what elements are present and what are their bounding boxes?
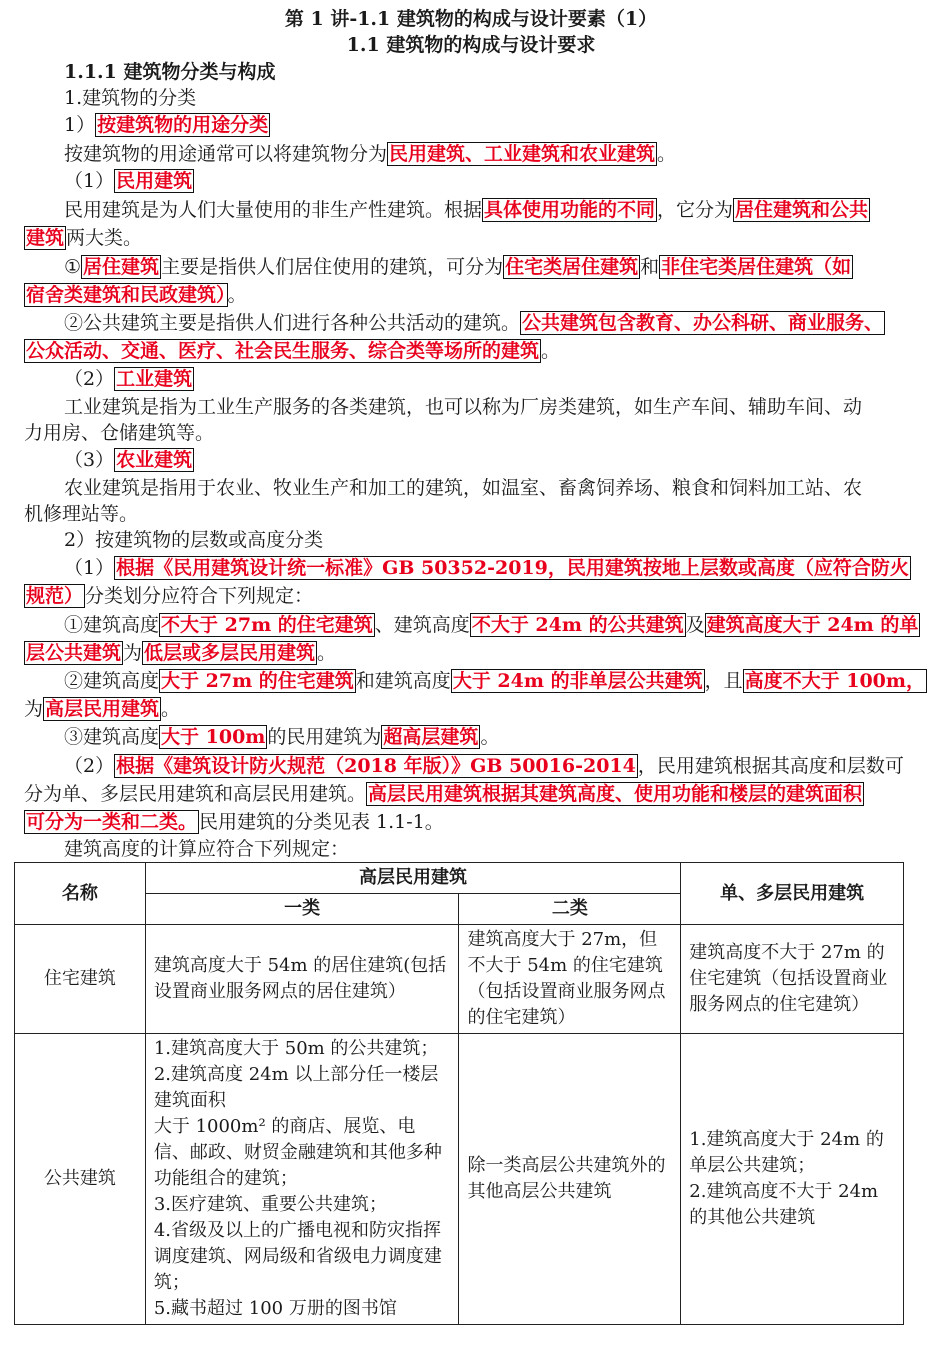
highlight: 高度不大于 100m， <box>744 670 925 692</box>
row-label-public: 公共建筑 <box>15 1034 146 1325</box>
paragraph: （2） 根据《建筑设计防火规范（2018 年版）》GB 50016-2014 ，民用建筑根据其高度和层数可 <box>64 755 904 777</box>
paragraph: 公众活动、交通、医疗、社会民生服务、综合类等场所的建筑 。 <box>26 340 561 362</box>
paragraph: 1.建筑物的分类 <box>64 87 197 109</box>
highlight: 不大于 24m 的公共建筑 <box>471 614 684 636</box>
header-class-1: 一类 <box>145 894 459 925</box>
table-header-row <box>15 863 904 894</box>
table-cell: 除一类高层公共建筑外的其他高层公共建筑 <box>459 1034 681 1325</box>
paragraph: 层公共建筑 为 低层或多层民用建筑 。 <box>26 642 337 664</box>
paragraph: ②公共建筑主要是指供人们进行各种公共活动的建筑。 公共建筑包含教育、办公科研、商业服务、 <box>64 312 884 334</box>
paragraph: 按建筑物的用途通常可以将建筑物分为 民用建筑、工业建筑和农业建筑 。 <box>64 143 677 165</box>
highlight: 具体使用功能的不同 <box>484 199 656 221</box>
paragraph: （2） 工业建筑 <box>64 368 193 390</box>
highlight: 高层民用建筑根据其建筑高度、使用功能和楼层的建筑面积 <box>368 783 863 805</box>
highlight: 非住宅类居住建筑（如 <box>661 256 852 278</box>
paragraph: ①建筑高度 不大于 27m 的住宅建筑 、建筑高度 不大于 24m 的公共建筑 及 建筑高度大于 24m 的单 <box>64 614 919 636</box>
paragraph: 建筑高度的计算应符合下列规定： <box>64 838 350 860</box>
paragraph: 为 高层民用建筑 。 <box>24 698 181 720</box>
highlight: 规范） <box>26 585 84 607</box>
highlight: 大于 27m 的住宅建筑 <box>161 670 354 692</box>
list-item: 1.建筑高度大于 50m 的公共建筑； <box>153 1038 439 1059</box>
list-item: 5.藏书超过 100 万册的图书馆 <box>153 1298 397 1319</box>
table-row <box>15 925 904 1034</box>
table-cell <box>681 1034 904 1325</box>
highlight: 根据《建筑设计防火规范（2018 年版）》GB 50016-2014 <box>116 755 636 777</box>
paragraph: 分为单、多层民用建筑和高层民用建筑。 高层民用建筑根据其建筑高度、使用功能和楼层的建筑面积 <box>24 783 863 805</box>
row-label-residential: 住宅建筑 <box>15 925 146 1034</box>
paragraph: 建筑 两大类。 <box>26 227 143 249</box>
highlight: 工业建筑 <box>116 368 193 390</box>
highlight: 公共建筑包含教育、办公科研、商业服务、 <box>522 312 884 334</box>
list-item: 3.医疗建筑、重要公共建筑； <box>153 1194 388 1215</box>
header-class-2: 二类 <box>459 894 681 925</box>
highlight: 居住建筑 <box>83 256 160 278</box>
highlight: 建筑高度大于 24m 的单 <box>706 614 919 636</box>
highlight: 建筑 <box>26 227 65 249</box>
highlight: 大于 100m <box>161 726 266 748</box>
list-item: 2.建筑高度 24m 以上部分任一楼层建筑面积 <box>153 1064 439 1111</box>
paragraph: 机修理站等。 <box>24 503 139 525</box>
highlight: 宿舍类建筑和民政建筑） <box>26 284 226 306</box>
list-item: 1.建筑高度大于 24m 的单层公共建筑； <box>689 1129 884 1176</box>
paragraph: 2）按建筑物的层数或高度分类 <box>64 529 324 551</box>
list-item: 大于 1000m² 的商店、展览、电信、邮政、财贸金融建筑和其他多种功能组合的建筑； <box>153 1116 442 1189</box>
paragraph: 宿舍类建筑和民政建筑） 。 <box>26 284 247 306</box>
paragraph: （3） 农业建筑 <box>64 449 193 471</box>
highlight: 不大于 27m 的住宅建筑 <box>161 614 373 636</box>
subsection-heading: 1.1.1 建筑物分类与构成 <box>64 61 276 83</box>
table-cell: 建筑高度大于 54m 的居住建筑(包括设置商业服务网点的居住建筑） <box>145 925 459 1034</box>
paragraph: ③建筑高度 大于 100m 的民用建筑为 超高层建筑 。 <box>64 726 500 748</box>
classification-table <box>14 862 904 1325</box>
table-cell: 建筑高度不大于 27m 的住宅建筑（包括设置商业服务网点的住宅建筑） <box>681 925 904 1034</box>
paragraph: 可分为一类和二类。 民用建筑的分类见表 1.1-1。 <box>26 811 444 833</box>
paragraph: 农业建筑是指用于农业、牧业生产和加工的建筑，如温室、畜禽饲养场、粮食和饲料加工站、农 <box>64 477 863 499</box>
table-cell: 建筑高度大于 27m，但不大于 54m 的住宅建筑（包括设置商业服务网点的住宅建筑） <box>459 925 681 1034</box>
section-title: 1.1 建筑物的构成与设计要求 <box>346 34 596 56</box>
list-item: 4.省级及以上的广播电视和防灾指挥调度建筑、网局级和省级电力调度建筑； <box>153 1220 442 1293</box>
header-high-rise: 高层民用建筑 <box>145 863 680 894</box>
paragraph: 力用房、仓储建筑等。 <box>24 422 215 444</box>
paragraph: 1） 按建筑物的用途分类 <box>64 114 269 136</box>
table-cell <box>145 1034 459 1325</box>
paragraph: （1） 民用建筑 <box>64 170 193 192</box>
highlight: 超高层建筑 <box>383 726 479 748</box>
header-single-multi: 单、多层民用建筑 <box>681 863 904 925</box>
highlight: 层公共建筑 <box>26 642 122 664</box>
highlight: 可分为一类和二类。 <box>26 811 198 833</box>
highlight: 民用建筑 <box>116 170 193 192</box>
highlight: 低层或多层民用建筑 <box>144 642 316 664</box>
paragraph: 民用建筑是为人们大量使用的非生产性建筑。根据 具体使用功能的不同 ，它分为 居住建筑和公共 <box>64 199 869 221</box>
highlight: 农业建筑 <box>116 449 193 471</box>
page-title: 第 1 讲-1.1 建筑物的构成与设计要素（1） <box>284 8 658 30</box>
highlight: 居住建筑和公共 <box>735 199 869 221</box>
highlight: 民用建筑、工业建筑和农业建筑 <box>389 143 656 165</box>
paragraph: （1） 根据《民用建筑设计统一标准》GB 50352-2019，民用建筑按地上层数或高度（应符合防火 <box>64 557 909 579</box>
list-item: 2.建筑高度不大于 24m 的其他公共建筑 <box>689 1181 879 1228</box>
highlight: 住宅类居住建筑 <box>505 256 639 278</box>
paragraph: 规范） 分类划分应符合下列规定： <box>26 585 314 607</box>
header-name: 名称 <box>15 863 146 925</box>
highlight: 大于 24m 的非单层公共建筑 <box>452 670 703 692</box>
paragraph: 工业建筑是指为工业生产服务的各类建筑，也可以称为厂房类建筑，如生产车间、辅助车间、动 <box>64 396 863 418</box>
highlight: 按建筑物的用途分类 <box>97 114 269 136</box>
table-row <box>15 1034 904 1325</box>
paragraph: ① 居住建筑 主要是指供人们居住使用的建筑，可分为 住宅类居住建筑 和 非住宅类居住建筑（如 <box>64 256 852 278</box>
highlight: 高层民用建筑 <box>45 698 160 720</box>
paragraph: ②建筑高度 大于 27m 的住宅建筑 和建筑高度 大于 24m 的非单层公共建筑 ，且 高度不大于 100m， <box>64 670 925 692</box>
highlight: 根据《民用建筑设计统一标准》GB 50352-2019，民用建筑按地上层数或高度（应符合防火 <box>116 557 909 579</box>
highlight: 公众活动、交通、医疗、社会民生服务、综合类等场所的建筑 <box>26 340 540 362</box>
